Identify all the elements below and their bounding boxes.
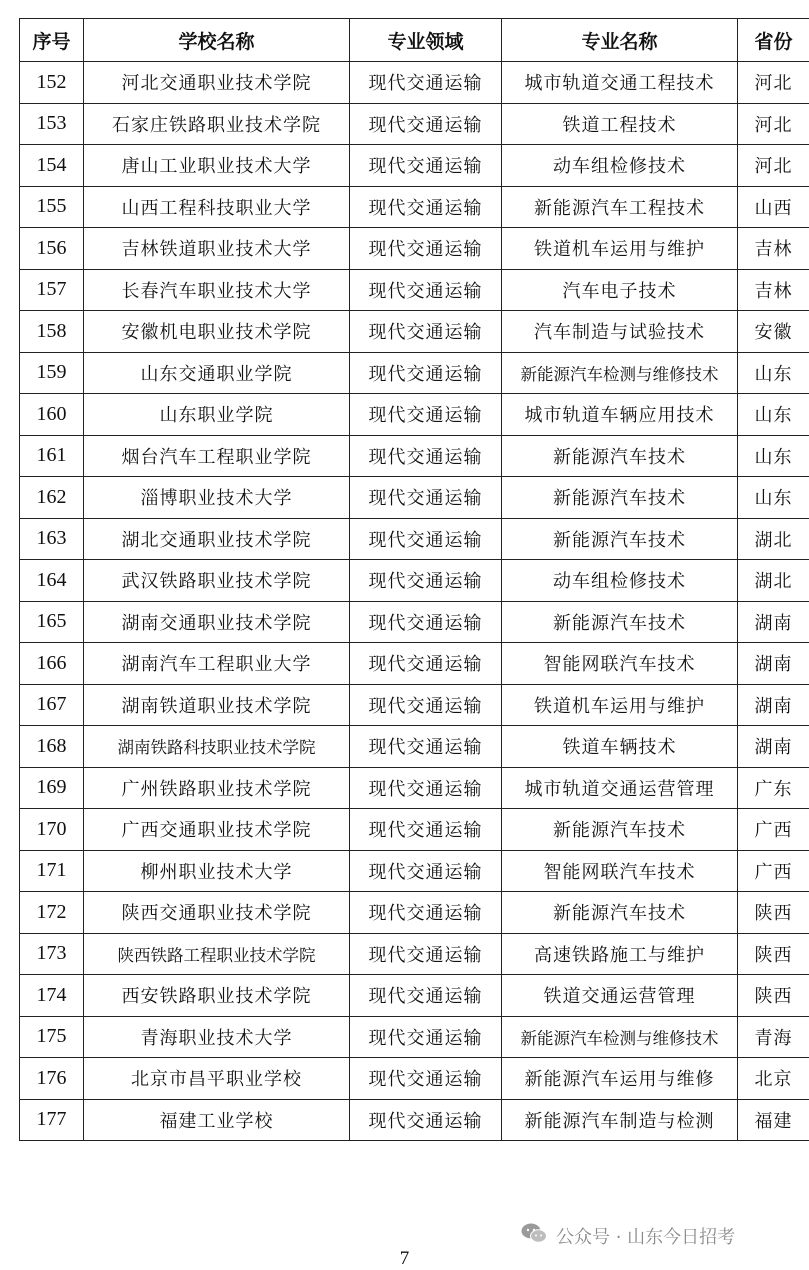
cell-province: 山东 [738,352,809,394]
cell-major-name: 城市轨道车辆应用技术 [502,394,738,436]
cell-index: 158 [20,311,84,353]
cell-field: 现代交通运输 [350,62,502,104]
wechat-icon [520,1222,548,1249]
cell-field: 现代交通运输 [350,186,502,228]
cell-field: 现代交通运输 [350,684,502,726]
cell-index: 162 [20,477,84,519]
cell-province: 安徽 [738,311,809,353]
cell-province: 广东 [738,767,809,809]
cell-school-name: 烟台汽车工程职业学院 [84,435,350,477]
header-province: 省份 [738,19,809,62]
cell-province: 湖南 [738,643,809,685]
cell-major-name: 铁道机车运用与维护 [502,684,738,726]
table-row [20,1058,809,1100]
cell-major-name: 汽车电子技术 [502,269,738,311]
table-row [20,394,809,436]
page-number: 7 [0,1248,809,1270]
cell-province: 湖南 [738,601,809,643]
cell-school-name: 湖南铁道职业技术学院 [84,684,350,726]
cell-province: 福建 [738,1099,809,1141]
cell-major-name: 新能源汽车制造与检测 [502,1099,738,1141]
cell-index: 177 [20,1099,84,1141]
cell-index: 152 [20,62,84,104]
table-row [20,311,809,353]
cell-school-name: 淄博职业技术大学 [84,477,350,519]
cell-province: 湖南 [738,726,809,768]
cell-school-name: 北京市昌平职业学校 [84,1058,350,1100]
cell-major-name: 新能源汽车技术 [502,809,738,851]
cell-school-name: 安徽机电职业技术学院 [84,311,350,353]
cell-province: 湖北 [738,518,809,560]
table-row [20,186,809,228]
cell-school-name: 湖南交通职业技术学院 [84,601,350,643]
table-row [20,1016,809,1058]
cell-index: 172 [20,892,84,934]
cell-index: 163 [20,518,84,560]
cell-field: 现代交通运输 [350,352,502,394]
cell-field: 现代交通运输 [350,975,502,1017]
cell-school-name: 陕西交通职业技术学院 [84,892,350,934]
cell-major-name: 铁道车辆技术 [502,726,738,768]
cell-field: 现代交通运输 [350,809,502,851]
cell-field: 现代交通运输 [350,435,502,477]
table-row [20,809,809,851]
cell-field: 现代交通运输 [350,477,502,519]
cell-school-name: 山西工程科技职业大学 [84,186,350,228]
header-major-name: 专业名称 [502,19,738,62]
cell-school-name: 唐山工业职业技术大学 [84,145,350,187]
table-row [20,726,809,768]
cell-province: 陕西 [738,892,809,934]
cell-province: 山东 [738,435,809,477]
cell-index: 153 [20,103,84,145]
cell-index: 156 [20,228,84,270]
cell-major-name: 高速铁路施工与维护 [502,933,738,975]
cell-field: 现代交通运输 [350,601,502,643]
cell-field: 现代交通运输 [350,1016,502,1058]
cell-index: 173 [20,933,84,975]
cell-field: 现代交通运输 [350,560,502,602]
cell-index: 160 [20,394,84,436]
cell-province: 陕西 [738,933,809,975]
cell-field: 现代交通运输 [350,767,502,809]
cell-province: 河北 [738,145,809,187]
table-body [20,62,809,1141]
cell-index: 155 [20,186,84,228]
header-field: 专业领域 [350,19,502,62]
table-row [20,684,809,726]
table-row [20,477,809,519]
cell-province: 北京 [738,1058,809,1100]
cell-school-name: 山东交通职业学院 [84,352,350,394]
cell-province: 湖北 [738,560,809,602]
table-row [20,228,809,270]
cell-major-name: 铁道交通运营管理 [502,975,738,1017]
table-row [20,560,809,602]
cell-field: 现代交通运输 [350,394,502,436]
table-row [20,145,809,187]
table-row [20,435,809,477]
cell-province: 河北 [738,62,809,104]
cell-school-name: 吉林铁道职业技术大学 [84,228,350,270]
cell-index: 168 [20,726,84,768]
cell-field: 现代交通运输 [350,1058,502,1100]
cell-major-name: 新能源汽车技术 [502,518,738,560]
table-row [20,892,809,934]
cell-field: 现代交通运输 [350,269,502,311]
cell-field: 现代交通运输 [350,892,502,934]
cell-field: 现代交通运输 [350,933,502,975]
cell-field: 现代交通运输 [350,311,502,353]
cell-index: 154 [20,145,84,187]
cell-major-name: 新能源汽车技术 [502,435,738,477]
watermark [520,1222,735,1249]
cell-province: 河北 [738,103,809,145]
cell-major-name: 新能源汽车检测与维修技术 [502,1016,738,1058]
cell-major-name: 新能源汽车工程技术 [502,186,738,228]
cell-province: 广西 [738,850,809,892]
cell-major-name: 新能源汽车技术 [502,892,738,934]
cell-major-name: 汽车制造与试验技术 [502,311,738,353]
table-header-row [20,19,809,62]
cell-field: 现代交通运输 [350,1099,502,1141]
school-major-table [19,18,809,1141]
cell-major-name: 智能网联汽车技术 [502,850,738,892]
cell-school-name: 陕西铁路工程职业技术学院 [84,933,350,975]
cell-index: 167 [20,684,84,726]
cell-school-name: 武汉铁路职业技术学院 [84,560,350,602]
cell-index: 169 [20,767,84,809]
cell-index: 176 [20,1058,84,1100]
cell-province: 陕西 [738,975,809,1017]
cell-school-name: 长春汽车职业技术大学 [84,269,350,311]
cell-field: 现代交通运输 [350,643,502,685]
cell-field: 现代交通运输 [350,726,502,768]
cell-school-name: 湖北交通职业技术学院 [84,518,350,560]
cell-province: 吉林 [738,269,809,311]
cell-school-name: 福建工业学校 [84,1099,350,1141]
watermark-text: 公众号 · 山东今日招考 [556,1223,735,1249]
cell-field: 现代交通运输 [350,228,502,270]
cell-province: 山东 [738,394,809,436]
cell-school-name: 湖南汽车工程职业大学 [84,643,350,685]
cell-province: 青海 [738,1016,809,1058]
cell-major-name: 铁道工程技术 [502,103,738,145]
table-row [20,269,809,311]
cell-major-name: 新能源汽车运用与维修 [502,1058,738,1100]
cell-index: 175 [20,1016,84,1058]
cell-field: 现代交通运输 [350,145,502,187]
cell-index: 165 [20,601,84,643]
cell-major-name: 城市轨道交通运营管理 [502,767,738,809]
cell-field: 现代交通运输 [350,518,502,560]
cell-school-name: 西安铁路职业技术学院 [84,975,350,1017]
table-row [20,518,809,560]
cell-major-name: 动车组检修技术 [502,560,738,602]
cell-index: 166 [20,643,84,685]
table-row [20,643,809,685]
cell-school-name: 河北交通职业技术学院 [84,62,350,104]
cell-field: 现代交通运输 [350,850,502,892]
cell-school-name: 湖南铁路科技职业技术学院 [84,726,350,768]
cell-province: 山西 [738,186,809,228]
cell-major-name: 动车组检修技术 [502,145,738,187]
cell-province: 山东 [738,477,809,519]
cell-major-name: 新能源汽车技术 [502,601,738,643]
cell-school-name: 青海职业技术大学 [84,1016,350,1058]
cell-school-name: 石家庄铁路职业技术学院 [84,103,350,145]
cell-index: 171 [20,850,84,892]
table-row [20,601,809,643]
header-index: 序号 [20,19,84,62]
table-row [20,1099,809,1141]
cell-major-name: 新能源汽车检测与维修技术 [502,352,738,394]
cell-index: 164 [20,560,84,602]
cell-school-name: 广州铁路职业技术学院 [84,767,350,809]
cell-school-name: 山东职业学院 [84,394,350,436]
cell-province: 广西 [738,809,809,851]
table-row [20,975,809,1017]
table-row [20,850,809,892]
table-row [20,933,809,975]
table-row [20,767,809,809]
cell-province: 湖南 [738,684,809,726]
table-row [20,103,809,145]
cell-major-name: 城市轨道交通工程技术 [502,62,738,104]
cell-school-name: 柳州职业技术大学 [84,850,350,892]
cell-index: 161 [20,435,84,477]
cell-field: 现代交通运输 [350,103,502,145]
cell-major-name: 新能源汽车技术 [502,477,738,519]
header-school-name: 学校名称 [84,19,350,62]
table-row [20,352,809,394]
cell-index: 174 [20,975,84,1017]
cell-major-name: 铁道机车运用与维护 [502,228,738,270]
cell-index: 157 [20,269,84,311]
cell-province: 吉林 [738,228,809,270]
cell-index: 170 [20,809,84,851]
cell-school-name: 广西交通职业技术学院 [84,809,350,851]
table-row [20,62,809,104]
cell-major-name: 智能网联汽车技术 [502,643,738,685]
cell-index: 159 [20,352,84,394]
